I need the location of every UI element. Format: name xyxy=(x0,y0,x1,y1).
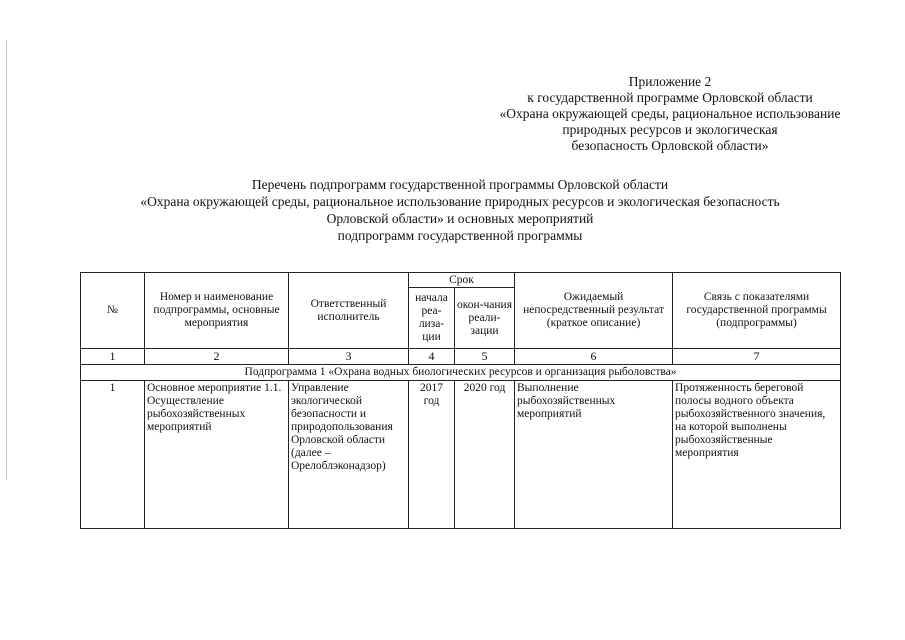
appendix-line: «Охрана окружающей среды, рациональное использование xyxy=(499,106,841,121)
header-result: Ожидаемый непосредственный результат (краткое описание) xyxy=(515,273,673,349)
scan-edge-line xyxy=(6,40,7,480)
header-end: окон-чания реали-зации xyxy=(455,288,515,349)
document-title xyxy=(80,176,840,244)
column-number-row xyxy=(81,349,841,365)
column-number: 4 xyxy=(409,349,455,365)
header-executor: Ответственный исполнитель xyxy=(289,273,409,349)
cell-result: Выполнение рыбохозяйственных мероприятий xyxy=(515,381,673,529)
table-row xyxy=(81,381,841,529)
cell-num: 1 xyxy=(81,381,145,529)
title-line: «Охрана окружающей среды, рациональное использование природных ресурсов и экологическая безопасность xyxy=(140,194,780,209)
title-line: Орловской области» и основных мероприятий xyxy=(326,211,594,226)
header-name: Номер и наименование подпрограммы, основные мероприятия xyxy=(145,273,289,349)
appendix-line: безопасность Орловской области» xyxy=(571,138,769,153)
header-link: Связь с показателями государственной программы (подпрограммы) xyxy=(673,273,841,349)
column-number: 3 xyxy=(289,349,409,365)
column-number: 5 xyxy=(455,349,515,365)
cell-name: Основное мероприятие 1.1. Осуществление рыбохозяйственных мероприятий xyxy=(145,381,289,529)
column-number: 1 xyxy=(81,349,145,365)
title-line: подпрограмм государственной программы xyxy=(337,228,583,243)
appendix-line: Приложение 2 xyxy=(628,74,712,89)
column-number: 6 xyxy=(515,349,673,365)
cell-link: Протяженность береговой полосы водного объекта рыбохозяйственного значения, на которой выполнены рыбохозяйственные мероприятия xyxy=(673,381,841,529)
title-line: Перечень подпрограмм государственной программы Орловской области xyxy=(251,177,669,192)
cell-start: 2017 год xyxy=(409,381,455,529)
column-number: 2 xyxy=(145,349,289,365)
appendix-header xyxy=(470,74,870,154)
header-term: Срок xyxy=(409,273,515,288)
column-number: 7 xyxy=(673,349,841,365)
subprogram-row: Подпрограмма 1 «Охрана водных биологических ресурсов и организация рыболовства» xyxy=(81,365,841,381)
appendix-line: природных ресурсов и экологическая xyxy=(562,122,778,137)
appendix-line: к государственной программе Орловской области xyxy=(527,90,813,105)
cell-executor: Управление экологической безопасности и природопользования Орловской области (далее – Орелоблэконадзор) xyxy=(289,381,409,529)
header-num: № xyxy=(81,273,145,349)
cell-end: 2020 год xyxy=(455,381,515,529)
header-start: начала реа-лиза-ции xyxy=(409,288,455,349)
program-table xyxy=(80,272,841,529)
